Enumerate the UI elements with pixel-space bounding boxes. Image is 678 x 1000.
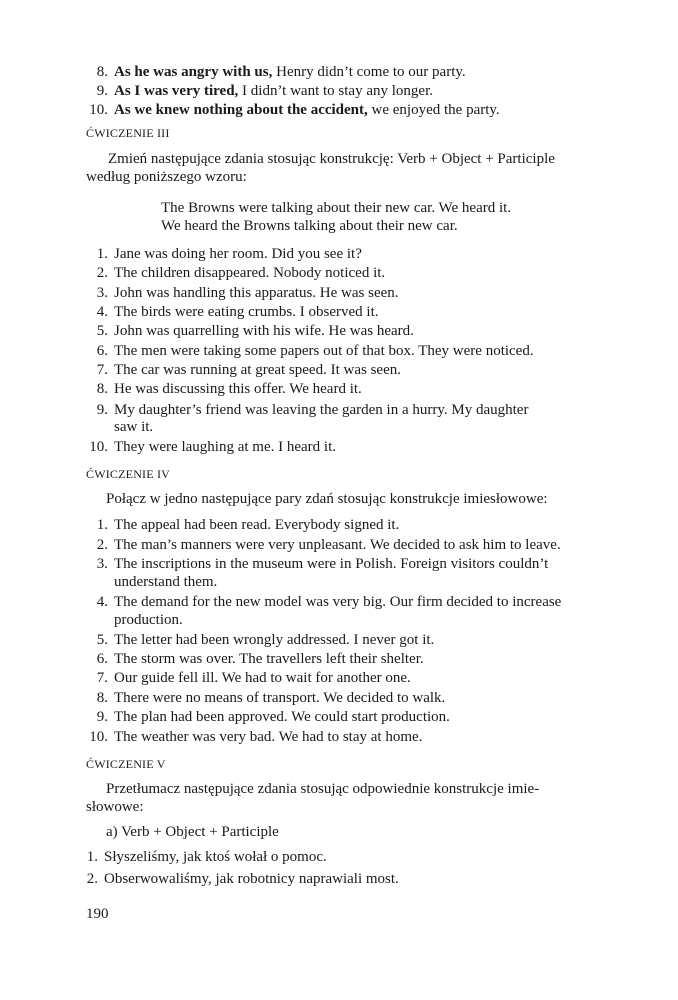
item-text: The storm was over. The travellers left their shelter. — [114, 651, 424, 667]
item-text: They were laughing at me. I heard it. — [114, 439, 336, 455]
instruction-line: według poniższego wzoru: — [86, 169, 247, 185]
item-text: production. — [114, 612, 183, 628]
example-sentence: The Browns were talking about their new car. We heard it. — [161, 200, 512, 216]
sub-heading: a) Verb + Object + Participle — [106, 824, 279, 840]
item-text: Our guide fell ill. We had to wait for another one. — [114, 670, 411, 686]
item-text: The man’s manners were very unpleasant. We decided to ask him to leave. — [114, 537, 561, 553]
item-text: I didn’t want to stay any longer. — [238, 83, 433, 99]
example-sentence: We heard the Browns talking about their new car. — [161, 218, 458, 234]
item-text: saw it. — [114, 419, 154, 435]
item-text: The men were taking some papers out of that box. They were noticed. — [114, 343, 534, 359]
exercise-heading: ĆWICZENIE IV — [86, 467, 171, 481]
item-text: The demand for the new model was very big. Our firm decided to increase — [114, 594, 562, 610]
bold-clause: As he was angry with us, — [114, 64, 273, 80]
item-text: we enjoyed the party. — [367, 102, 500, 118]
item-text: understand them. — [114, 574, 218, 590]
item-text: The car was running at great speed. It was seen. — [114, 362, 401, 378]
item-text: The inscriptions in the museum were in Polish. Foreign visitors couldn’t — [114, 556, 549, 572]
exercise-heading: ĆWICZENIE III — [86, 126, 170, 140]
item-text: John was handling this apparatus. He was seen. — [114, 285, 399, 301]
item-text: The children disappeared. Nobody noticed it. — [114, 265, 386, 281]
page-number: 190 — [86, 906, 109, 922]
item-text: The plan had been approved. We could start production. — [114, 709, 450, 725]
instruction-line: Przetłumacz następujące zdania stosując odpowiednie konstrukcje imie- — [106, 781, 540, 797]
item-text: There were no means of transport. We decided to walk. — [114, 690, 446, 706]
instruction-line: Zmień następujące zdania stosując konstrukcję: Verb + Object + Participle — [108, 151, 555, 167]
item-text: Jane was doing her room. Did you see it? — [114, 246, 362, 262]
instruction-line: słowowe: — [86, 799, 144, 815]
book-page: 8. As he was angry with us, Henry didn’t come to our party. 9. As I was very tired, I didn’t want to stay any longer. 10. As we knew nothing about the accident, we enjoyed the party. ĆWICZENIE III Zmień następujące zdania stosując konstrukcję: Verb + Object + Participle według poniższego wzoru: The Browns were talking about their new car. We heard it. We heard the Browns talking about their new car. 1. Jane was doing her room. Did you see it? 2. The children disappeared. Nobody noticed it. 3. John was handling this apparatus. He was seen. 4. The birds were eating crumbs. I observed it. 5. John was quarrelling with his wife. He was heard. 6. The men were taking some papers out of that box. They were noticed. 7. The car was running at great speed. It was seen. 8. He was discussing this offer. We heard it. 9. My daughter’s friend was leaving the garden in a hurry. My daughter saw it. 10. They were laughing at me. I heard it. ĆWICZENIE IV Połącz w jedno następujące pary zdań stosując konstrukcje imiesłowowe: 1. The appeal had been read. Everybody signed it. 2. The man’s manners were very unpleasant. We decided to ask him to leave. 3. The inscriptions in the museum were in Polish. Foreign visitors couldn’t understand them. 4. The demand for the new model was very big. Our firm decided to increase production. 5. The letter had been wrongly addressed. I never got it. 6. The storm was over. The travellers left their shelter. 7. Our guide fell ill. We had to wait for another one. 8. There were no means of transport. We decided to walk. 9. The plan had been approved. We could start production. 10. The weather was very bad. We had to stay at home. ĆWICZENIE V Przetłumacz następujące zdania stosując odpowiednie konstrukcje imie- słowowe: a) Verb + Object + Participle 1. Słyszeliśmy, jak ktoś wołał o pomoc. 2. Obserwowaliśmy, jak robotnicy naprawiali most. 190 — [86, 64, 562, 922]
item-text: The appeal had been read. Everybody signed it. — [114, 517, 400, 533]
bold-clause: As we knew nothing about the accident, — [114, 102, 368, 118]
item-text: The letter had been wrongly addressed. I never got it. — [114, 632, 435, 648]
exercise-heading: ĆWICZENIE V — [86, 757, 166, 771]
item-text: Słyszeliśmy, jak ktoś wołał o pomoc. — [104, 849, 327, 865]
item-text: My daughter’s friend was leaving the garden in a hurry. My daughter — [114, 402, 529, 418]
item-text: Henry didn’t come to our party. — [272, 64, 466, 80]
item-text: He was discussing this offer. We heard it. — [114, 381, 362, 397]
item-text: John was quarrelling with his wife. He was heard. — [114, 323, 414, 339]
instruction-line: Połącz w jedno następujące pary zdań stosując konstrukcje imiesłowowe: — [106, 491, 548, 507]
item-text: Obserwowaliśmy, jak robotnicy naprawiali most. — [104, 871, 399, 887]
item-text: The weather was very bad. We had to stay at home. — [114, 729, 423, 745]
bold-clause: As I was very tired, — [114, 83, 239, 99]
item-text: The birds were eating crumbs. I observed it. — [114, 304, 379, 320]
